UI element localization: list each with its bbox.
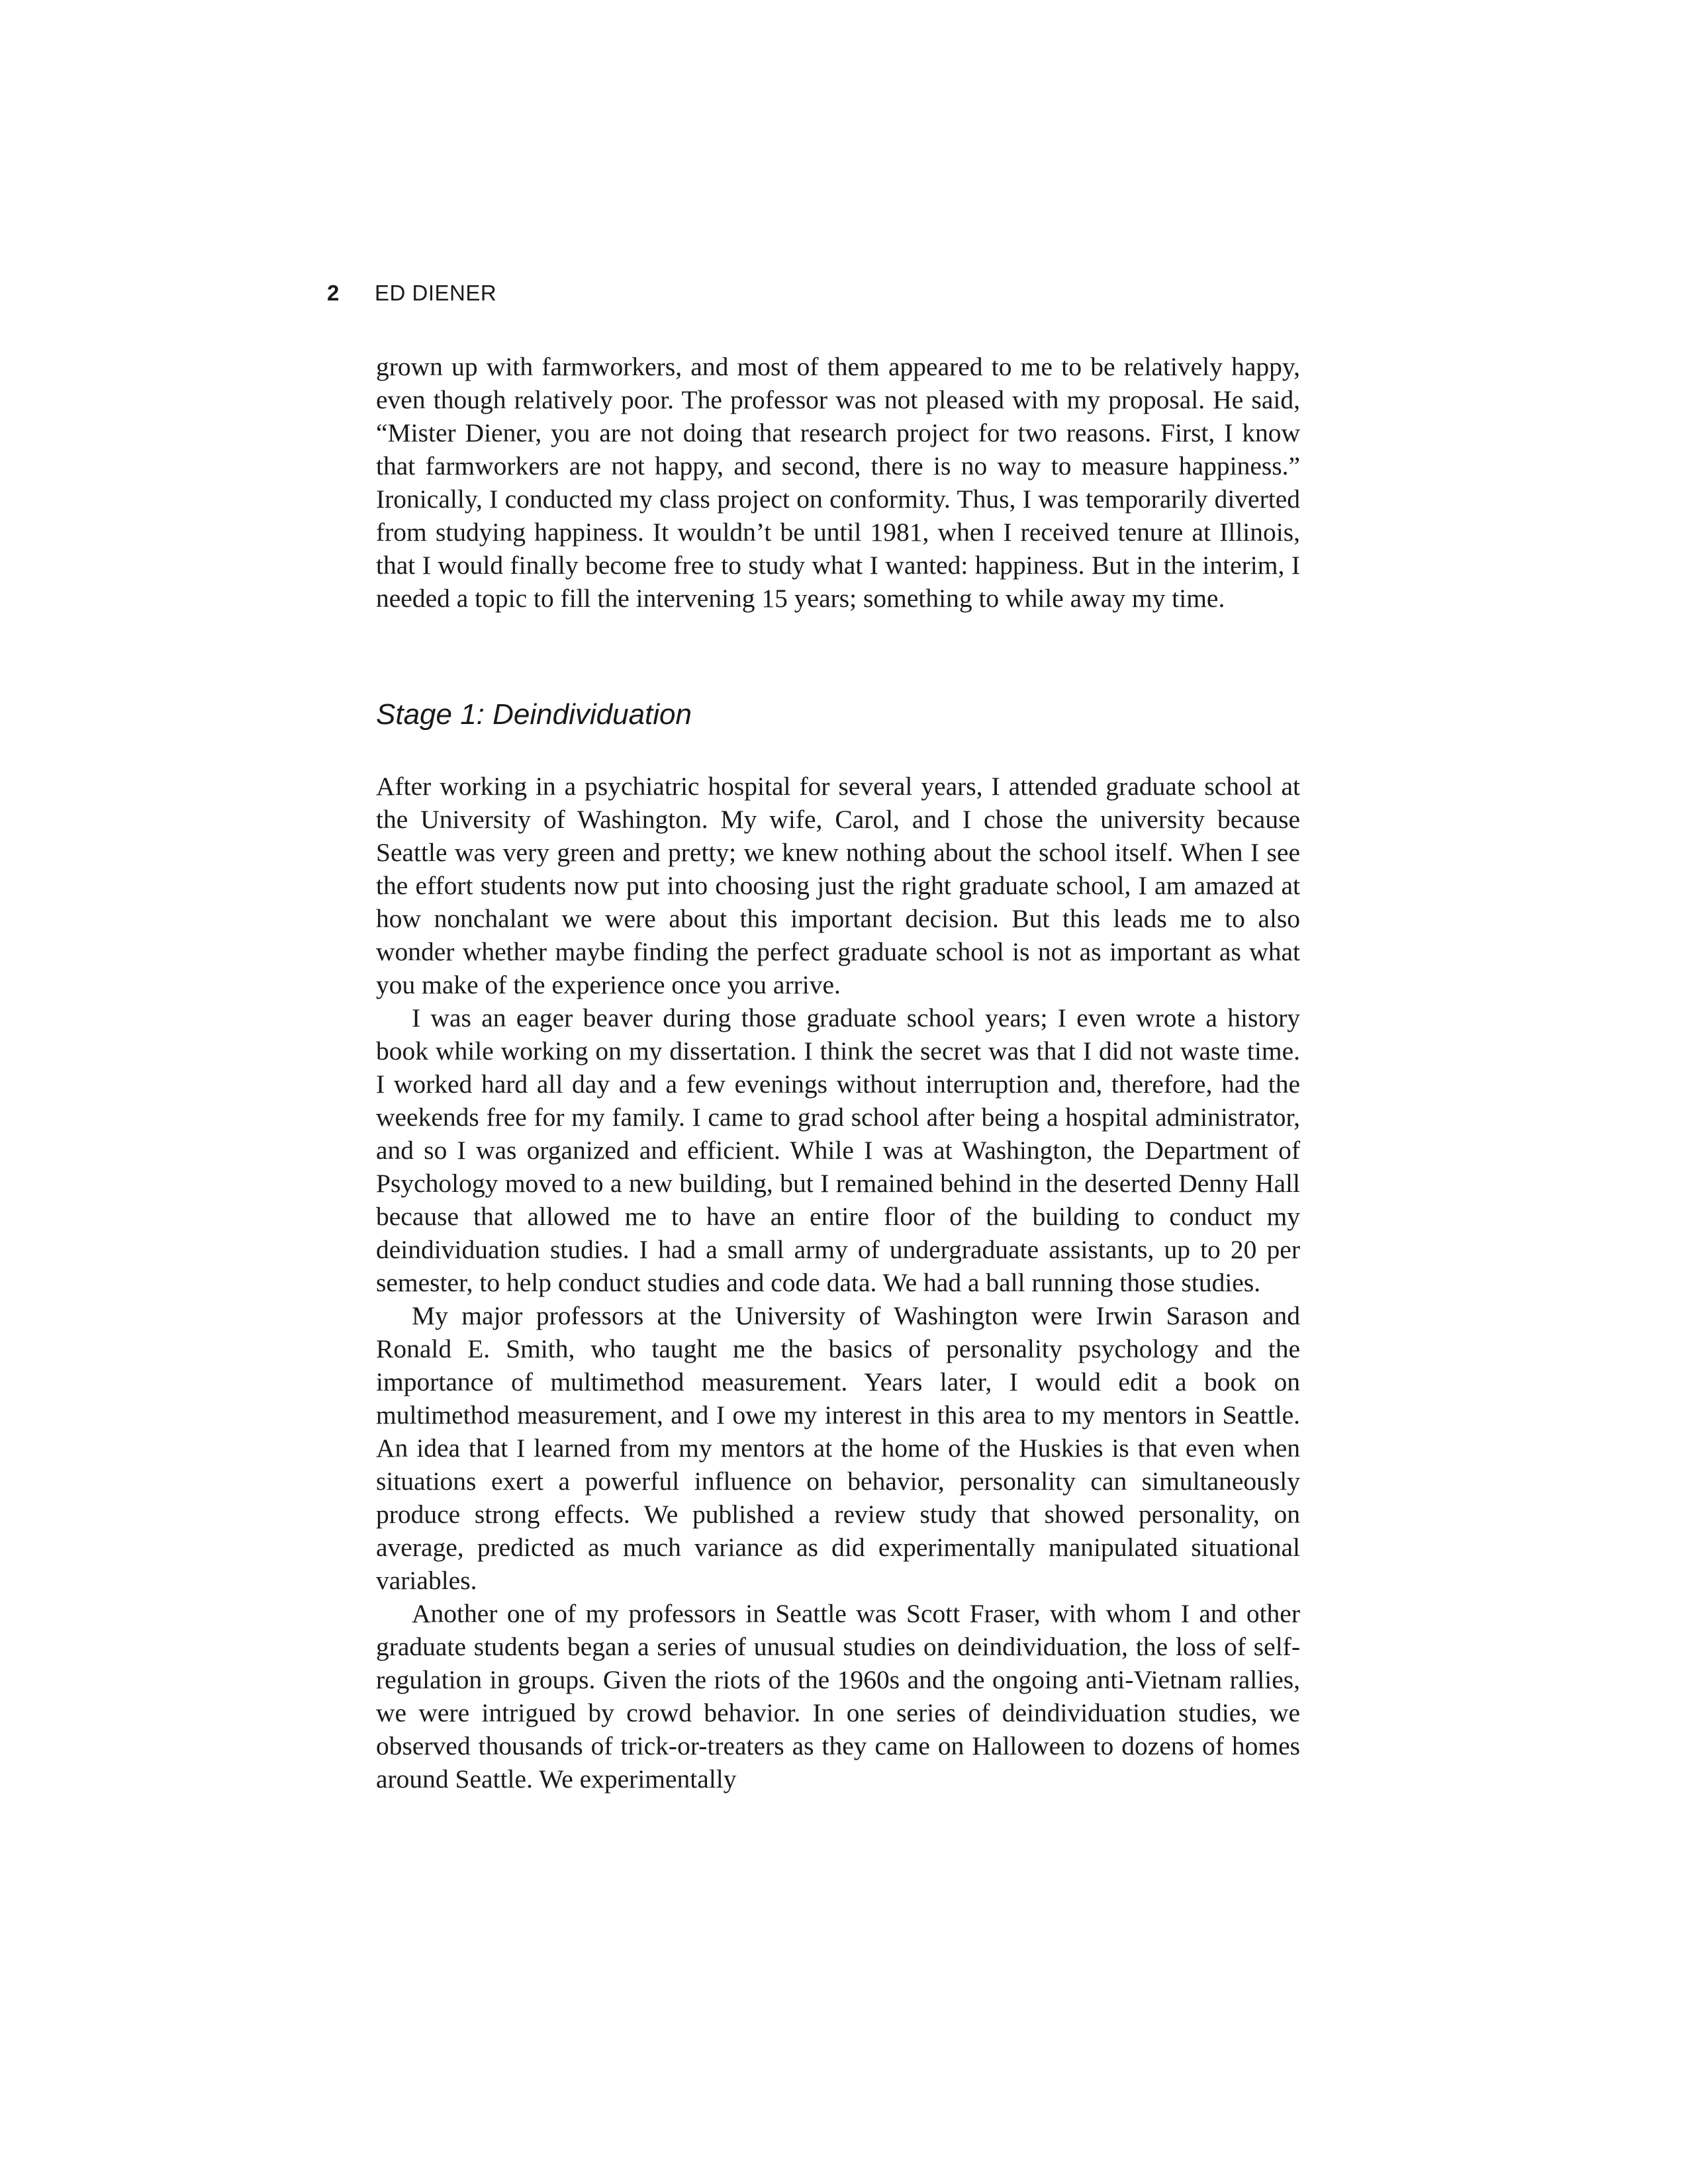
paragraph: After working in a psychiatric hospital for several years, I attended graduate school at the University of Washington. My wife, Carol, and I chose the university because Seattle was very green and pretty; we knew nothing about the school itself. When I see the effort students now put into choosing just the right graduate school, I am amazed at how nonchalant we were about this important decision. But this leads me to also wonder whether maybe finding the perfect graduate school is not as important as what you make of the experience once you arrive. [376,772,1300,999]
page-number: 2 [327,281,340,305]
text-block-main [376,770,1300,1796]
running-head [327,281,496,306]
paragraph: I was an eager beaver during those graduate school years; I even wrote a history book while working on my dissertation. I think the secret was that I did not waste time. I worked hard all day and a few evenings without interruption and, therefore, had the weekends free for my family. I came to grad school after being a hospital administrator, and so I was organized and efficient. While I was at Washington, the Department of Psychology moved to a new building, but I remained behind in the deserted Denny Hall because that allowed me to have an entire floor of the building to conduct my deindividuation studies. I had a small army of undergraduate assistants, up to 20 per semester, to help conduct studies and code data. We had a ball running those studies. [376,1003,1300,1297]
text-block-top [376,350,1300,615]
paragraph: Another one of my professors in Seattle was Scott Fraser, with whom I and other graduate students began a series of unusual studies on deindividuation, the loss of self-regulation in groups. Given the riots of the 1960s and the ongoing anti-Vietnam rallies, we were intrigued by crowd behavior. In one series of deindividuation studies, we observed thousands of trick-or-treaters as they came on Halloween to dozens of homes around Seattle. We experimentally [376,1599,1300,1794]
section-heading: Stage 1: Deindividuation [376,698,692,731]
paragraph: grown up with farmworkers, and most of them appeared to me to be relatively happy, even though relatively poor. The professor was not pleased with my proposal. He said, “Mister Diener, you are not doing that research project for two reasons. First, I know that farmworkers are not happy, and second, there is no way to measure happiness.” Ironically, I conducted my class project on conformity. Thus, I was temporarily diverted from studying happiness. It wouldn’t be until 1981, when I received tenure at Illinois, that I would finally become free to study what I wanted: happiness. But in the interim, I needed a topic to fill the intervening 15 years; something to while away my time. [376,352,1300,613]
paragraph: My major professors at the University of Washington were Irwin Sarason and Ronald E. Smith, who taught me the basics of personality psychology and the importance of multimethod measurement. Years later, I would edit a book on multimethod measurement, and I owe my interest in this area to my mentors in Seattle. An idea that I learned from my mentors at the home of the Huskies is that even when situations exert a powerful influence on behavior, personality can simultaneously produce strong effects. We published a review study that showed personality, on average, predicted as much variance as did experimentally manipulated situational variables. [376,1301,1300,1595]
running-title: ED DIENER [375,281,497,305]
